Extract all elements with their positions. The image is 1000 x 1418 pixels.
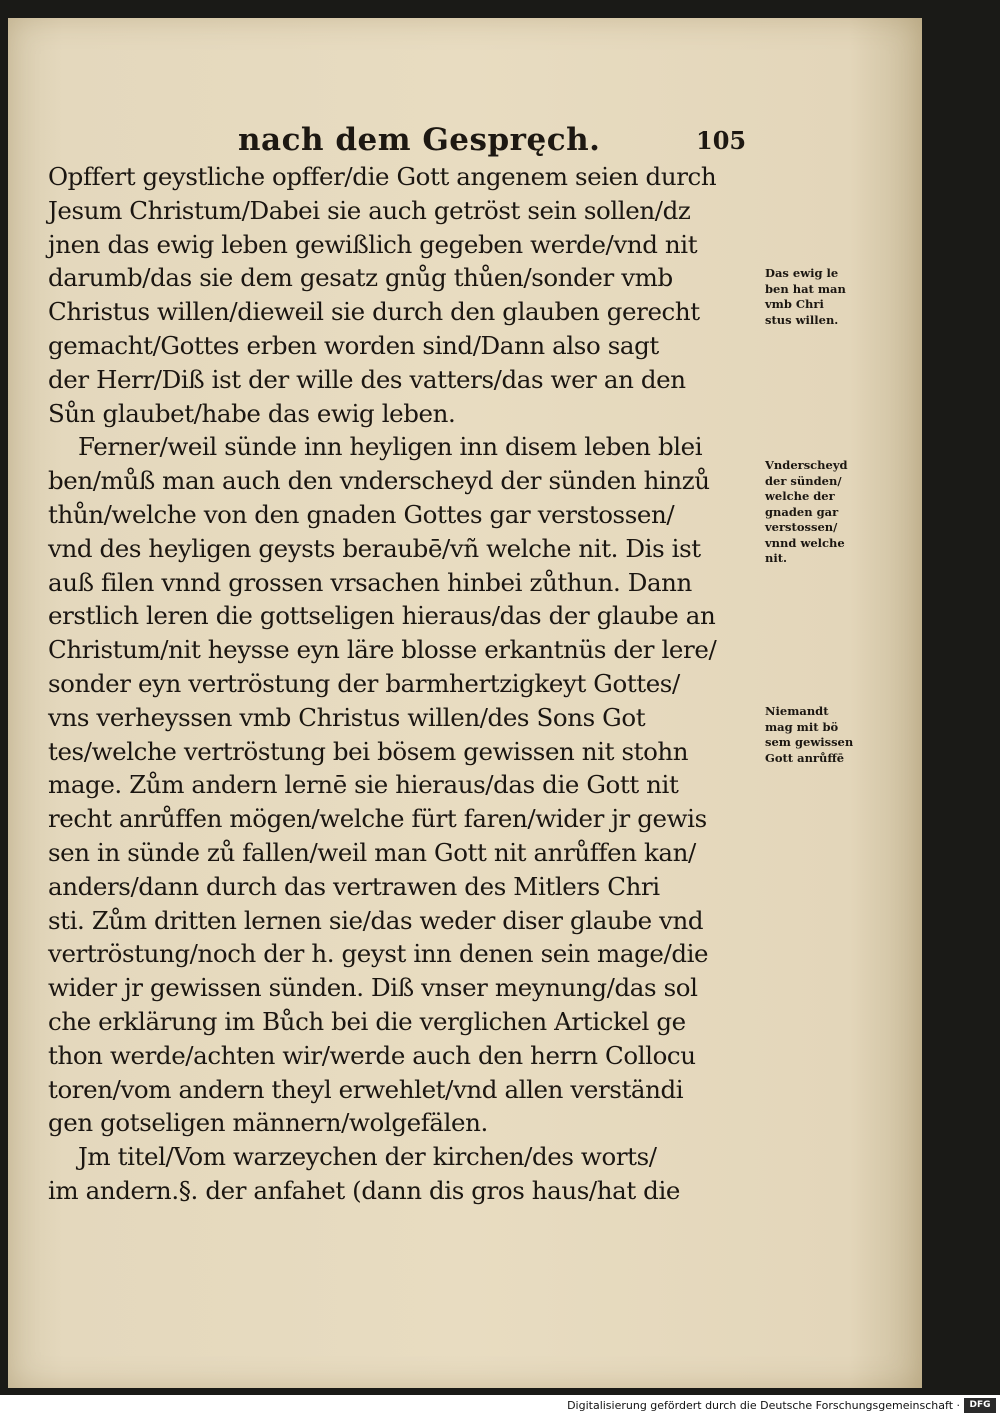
- margin-note-line: Das ewig le: [765, 266, 839, 280]
- page-header: [238, 122, 768, 162]
- text-line: vnd des heyligen geysts beraubē/vñ welche nit. Dis ist: [48, 533, 701, 563]
- margin-note-line: der sünden/: [765, 473, 842, 488]
- margin-note-line: nit.: [765, 551, 788, 565]
- text-line: ben/můß man auch den vnderscheyd der sünden hinzů: [48, 466, 710, 496]
- text-line: Sůn glaubet/habe das ewig leben.: [48, 398, 456, 428]
- text-line: Jm titel/Vom warzeychen der kirchen/des worts/: [78, 1142, 657, 1172]
- funding-credit: Digitalisierung gefördert durch die Deutsche Forschungsgemeinschaft ·: [567, 1399, 960, 1412]
- margin-note-line: Vnderscheyd: [765, 458, 848, 472]
- text-line: Jesum Christum/Dabei sie auch getröst sein sollen/dz: [48, 195, 691, 225]
- margin-note-eternal-life: [765, 266, 875, 328]
- margin-note-line: Niemandt: [765, 704, 829, 718]
- text-line: vertröstung/noch der h. geyst inn denen sein mage/die: [48, 939, 709, 969]
- dfg-logo: DFG: [964, 1398, 996, 1413]
- text-line: thon werde/achten wir/werde auch den herrn Collocu: [48, 1040, 696, 1070]
- margin-note-line: stus willen.: [765, 312, 839, 327]
- margin-note-line: mag mit bö: [765, 719, 839, 734]
- text-line: Christum/nit heysse eyn läre blosse erkantnüs der lere/: [48, 635, 717, 665]
- text-line: gemacht/Gottes erben worden sind/Dann also sagt: [48, 330, 659, 360]
- text-line: toren/vom andern theyl erwehlet/vnd allen verständi: [48, 1074, 684, 1104]
- main-text: [48, 160, 768, 1208]
- text-line: Christus willen/dieweil sie durch den glauben gerecht: [48, 297, 700, 327]
- text-line: darumb/das sie dem gesatz gnůg thůen/sonder vmb: [48, 263, 673, 293]
- margin-note-distinction-of-sins: [765, 458, 875, 567]
- text-line: wider jr gewissen sünden. Diß vnser meynung/das sol: [48, 973, 698, 1003]
- running-head: nach dem Gespręch.: [238, 122, 601, 158]
- text-line: erstlich leren die gottseligen hieraus/das der glaube an: [48, 601, 716, 631]
- margin-note-line: vnnd welche: [765, 535, 845, 550]
- text-line: vns verheyssen vmb Christus willen/des Sons Got: [48, 702, 646, 732]
- text-line: che erklärung im Bůch bei die verglichen Artickel ge: [48, 1006, 686, 1036]
- footer-bar: [0, 1395, 1000, 1418]
- text-line: der Herr/Diß ist der wille des vatters/das wer an den: [48, 364, 686, 394]
- margin-note-line: vmb Chri: [765, 297, 824, 311]
- text-line: gen gotseligen männern/wolgefälen.: [48, 1108, 488, 1138]
- text-line: mage. Zům andern lernē sie hieraus/das die Gott nit: [48, 770, 679, 800]
- text-line: im andern.§. der anfahet (dann dis gros haus/hat die: [48, 1175, 680, 1205]
- margin-note-line: Gott anrůffē: [765, 750, 845, 765]
- margin-note-line: verstossen/: [765, 520, 838, 534]
- margin-note-line: gnaden gar: [765, 504, 839, 519]
- margin-note-line: welche der: [765, 489, 835, 503]
- book-page: [8, 18, 922, 1388]
- text-line: sti. Zům dritten lernen sie/das weder diser glaube vnd: [48, 905, 704, 935]
- text-line: thůn/welche von den gnaden Gottes gar verstossen/: [48, 499, 675, 529]
- page-number: 105: [696, 126, 747, 155]
- text-line: sonder eyn vertröstung der barmhertzigkeyt Gottes/: [48, 668, 680, 698]
- text-line: tes/welche vertröstung bei bösem gewissen nit stohn: [48, 736, 689, 766]
- text-line: sen in sünde zů fallen/weil man Gott nit anrůffen kan/: [48, 837, 696, 867]
- text-line: Ferner/weil sünde inn heyligen inn disem leben blei: [78, 432, 703, 462]
- text-line: Opffert geystliche opffer/die Gott angenem seien durch: [48, 162, 717, 191]
- text-line: anders/dann durch das vertrawen des Mitlers Chri: [48, 871, 660, 901]
- margin-note-line: sem gewissen: [765, 735, 854, 749]
- text-line: jnen das ewig leben gewißlich gegeben werde/vnd nit: [48, 229, 698, 259]
- margin-note-line: ben hat man: [765, 281, 846, 296]
- margin-note-evil-conscience: [765, 704, 875, 766]
- text-line: auß filen vnnd grossen vrsachen hinbei zůthun. Dann: [48, 567, 692, 597]
- text-line: recht anrůffen mögen/welche fürt faren/wider jr gewis: [48, 804, 707, 834]
